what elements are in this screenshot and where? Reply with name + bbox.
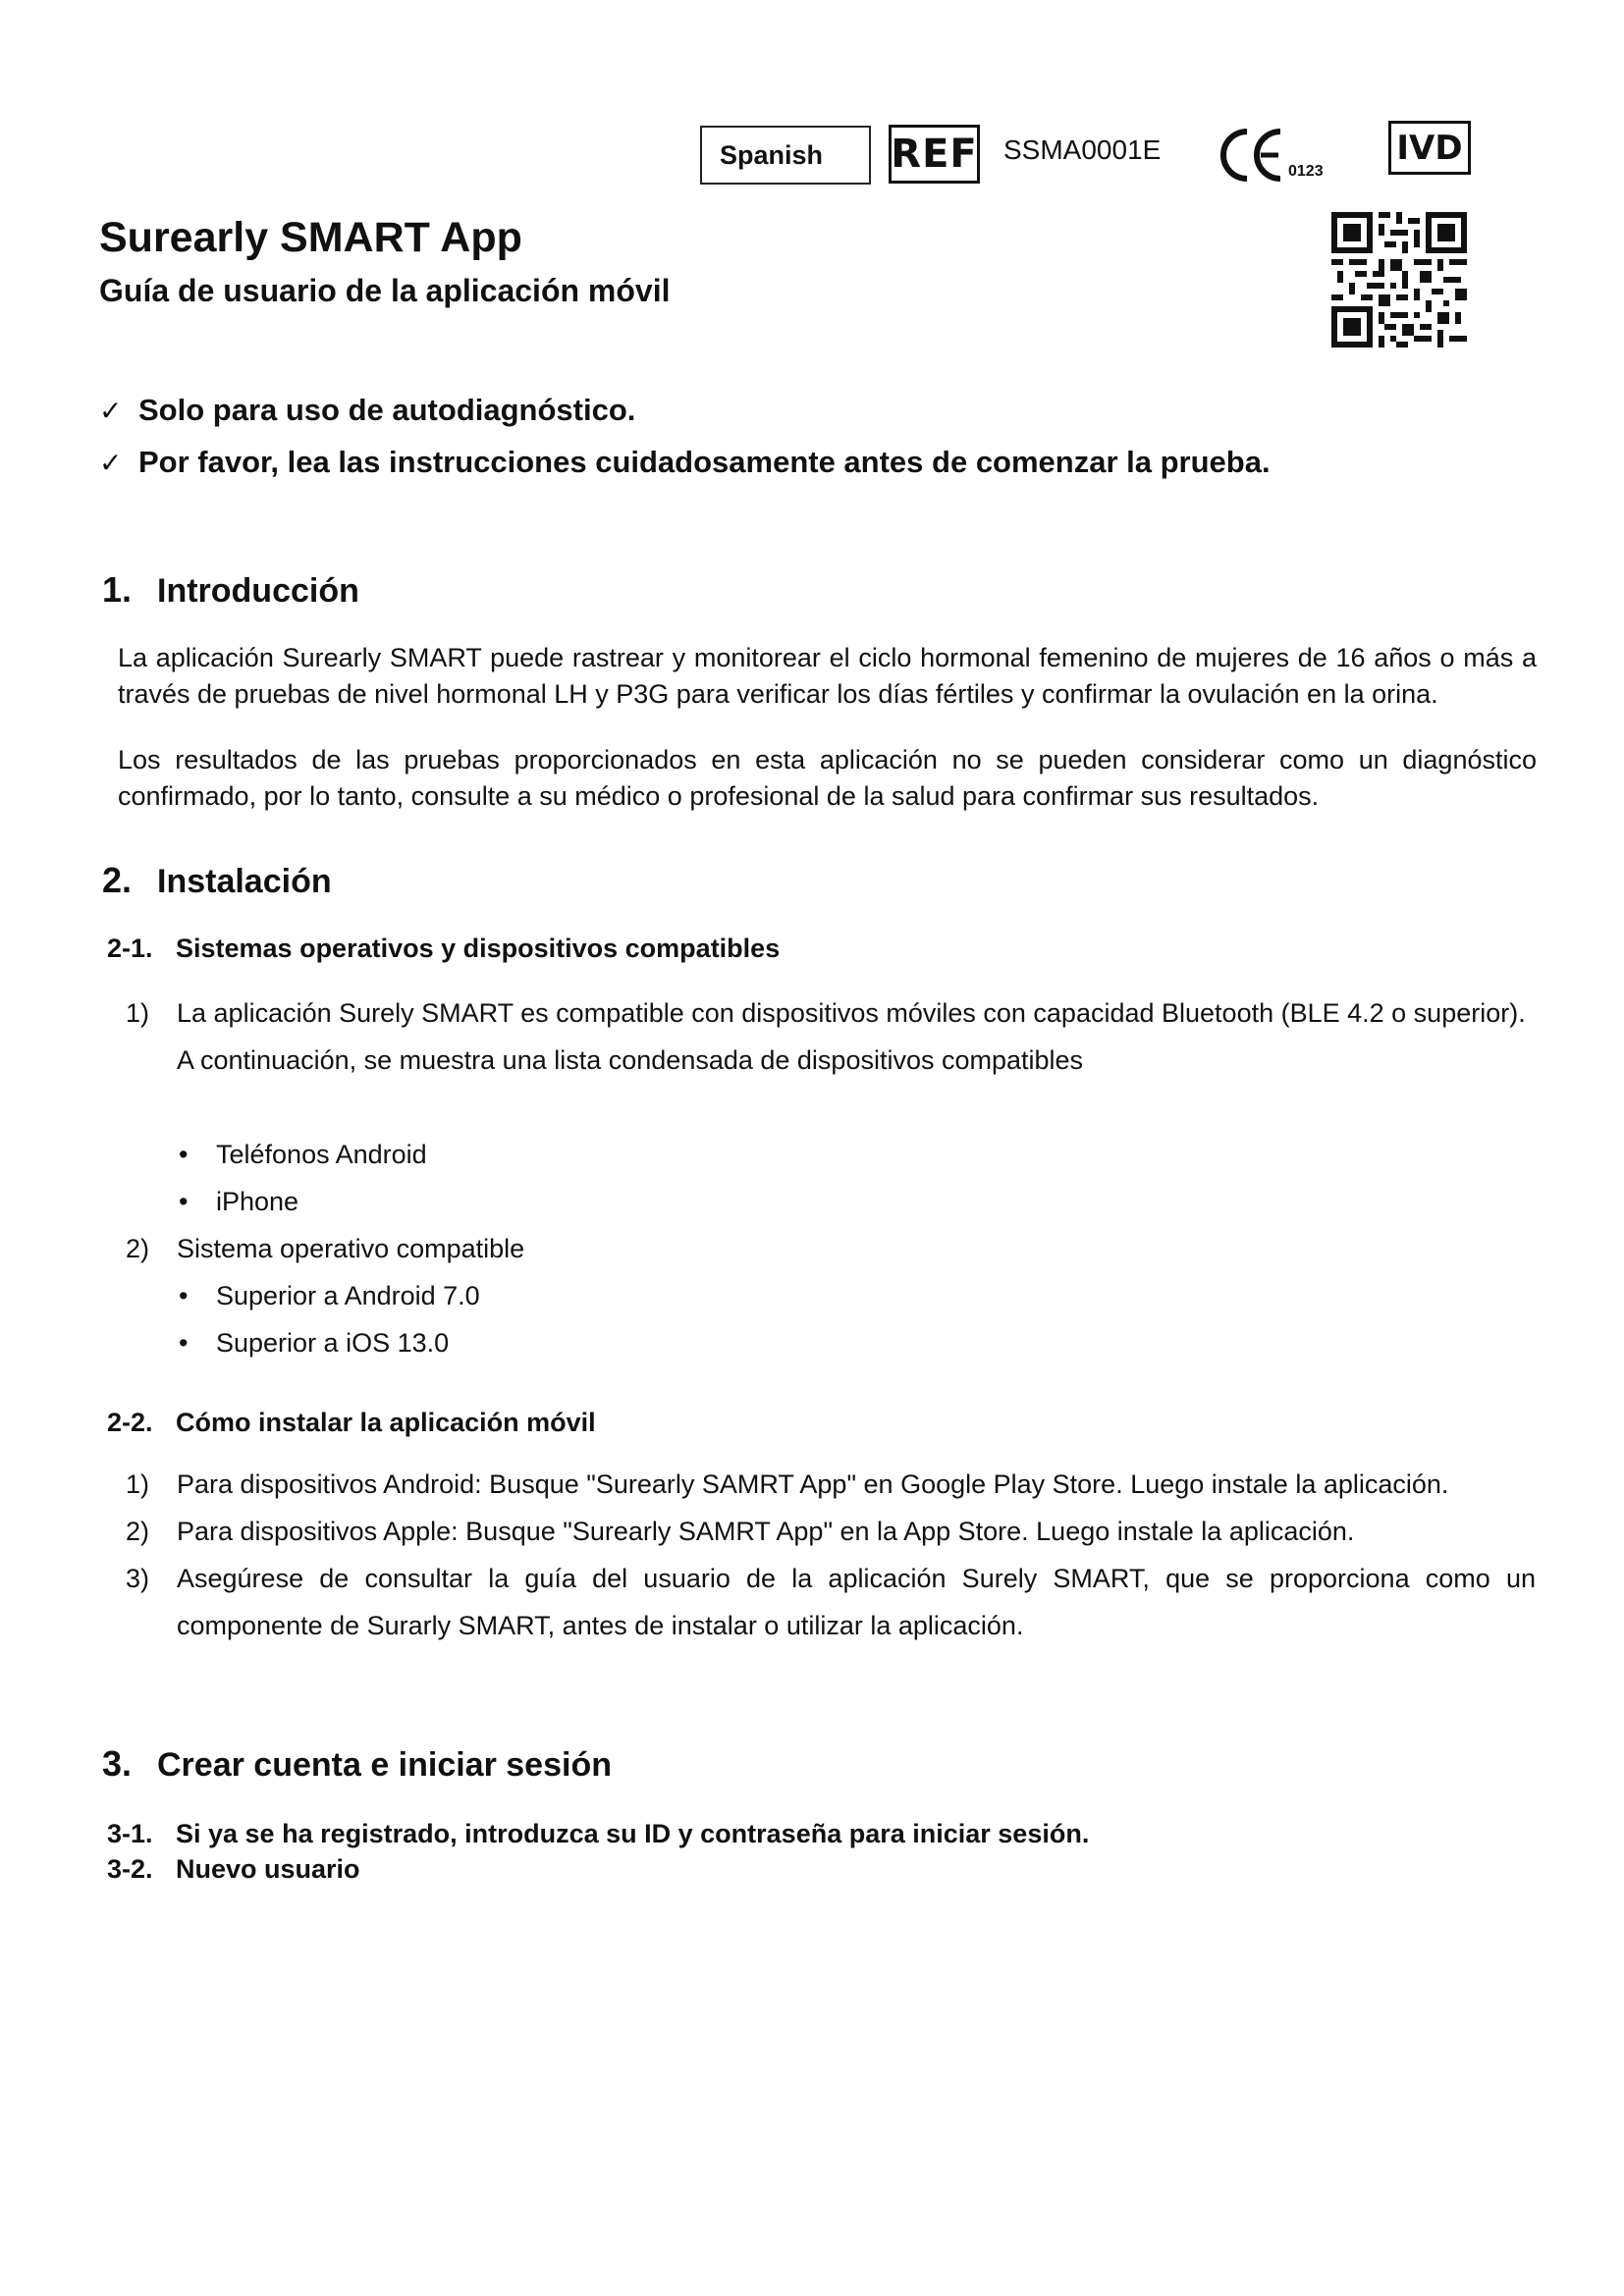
subsection-title: Sistemas operativos y dispositivos compatibles <box>176 934 781 963</box>
ce-mark-icon <box>1218 126 1335 185</box>
subsection-title: Si ya se ha registrado, introduzca su ID y contraseña para iniciar sesión. <box>176 1819 1090 1848</box>
notice-item <box>99 445 1271 480</box>
list-number: 1) <box>126 998 150 1028</box>
checkmark-icon: ✓ <box>99 447 123 478</box>
section-number: 1. <box>102 569 133 610</box>
list-text: La aplicación Surely SMART es compatible con dispositivos móviles con capacidad Bluetooth (BLE 4.2 o superior). <box>177 998 1526 1028</box>
list-number: 2) <box>126 1517 150 1546</box>
os-version: Superior a Android 7.0 <box>216 1281 480 1310</box>
device-name: iPhone <box>216 1187 299 1216</box>
device-name: Teléfonos Android <box>216 1140 427 1169</box>
section-title: Crear cuenta e iniciar sesión <box>157 1746 612 1784</box>
language-label: Spanish <box>700 126 871 185</box>
checkmark-icon: ✓ <box>99 395 123 426</box>
list-item <box>126 989 1536 1084</box>
subsection-number: 3-1. <box>107 1819 153 1848</box>
list-item <box>126 1225 1536 1272</box>
os-version: Superior a iOS 13.0 <box>216 1328 450 1358</box>
notice-text: Por favor, lea las instrucciones cuidadosamente antes de comenzar la prueba. <box>138 445 1271 479</box>
list-number: 2) <box>126 1234 150 1263</box>
notice-text: Solo para uso de autodiagnóstico. <box>138 393 636 427</box>
list-number: 3) <box>126 1564 150 1593</box>
list-item <box>126 1461 1536 1508</box>
bullet-item: • Superior a iOS 13.0 <box>179 1319 449 1366</box>
section-title: Introducción <box>157 572 359 610</box>
subsection-title: Nuevo usuario <box>176 1854 360 1884</box>
section-heading <box>102 860 332 901</box>
list-note: A continuación, se muestra una lista condensada de dispositivos compatibles <box>177 1045 1084 1075</box>
ce-notified-body: 0123 <box>1288 163 1324 180</box>
section-number: 3. <box>102 1743 133 1784</box>
subsection-title: Cómo instalar la aplicación móvil <box>176 1408 596 1437</box>
subsection-heading <box>107 1854 360 1885</box>
ref-symbol: REF <box>889 125 980 184</box>
qr-code-icon <box>1331 212 1467 347</box>
subsection-number: 2-1. <box>107 934 153 963</box>
section-number: 2. <box>102 860 133 900</box>
list-text: Sistema operativo compatible <box>177 1234 525 1263</box>
page-subtitle: Guía de usuario de la aplicación móvil <box>99 273 671 308</box>
list-item <box>126 1508 1536 1555</box>
page-title: Surearly SMART App <box>99 214 522 261</box>
section-title: Instalación <box>157 863 332 900</box>
bullet-item: • Teléfonos Android <box>179 1131 427 1178</box>
paragraph: La aplicación Surearly SMART puede rastrear y monitorear el ciclo hormonal femenino de mujeres de 16 años o más a través de pruebas de nivel hormonal LH y P3G para verificar los días fértiles y confirmar la ovulación en la orina. <box>118 643 1537 709</box>
bullet-item: • Superior a Android 7.0 <box>179 1272 480 1319</box>
section-heading <box>102 1743 612 1785</box>
subsection-heading <box>107 934 780 964</box>
bullet-item: • iPhone <box>179 1178 298 1225</box>
ivd-symbol: IVD <box>1388 121 1471 175</box>
list-text: Para dispositivos Apple: Busque "Surearly SAMRT App" en la App Store. Luego instale la aplicación. <box>177 1517 1355 1546</box>
paragraph: Los resultados de las pruebas proporcionados en esta aplicación no se pueden considerar como un diagnóstico confirmado, por lo tanto, consulte a su médico o profesional de la salud para confirmar sus resultados. <box>118 745 1537 811</box>
list-number: 1) <box>126 1469 150 1499</box>
subsection-heading <box>107 1819 1089 1849</box>
subsection-heading <box>107 1408 596 1438</box>
notice-item <box>99 393 635 428</box>
subsection-number: 3-2. <box>107 1854 153 1884</box>
list-item <box>126 1555 1536 1649</box>
subsection-number: 2-2. <box>107 1408 153 1437</box>
list-text: Para dispositivos Android: Busque "Surearly SAMRT App" en Google Play Store. Luego instale la aplicación. <box>177 1469 1449 1499</box>
section-heading <box>102 569 359 611</box>
list-text: Asegúrese de consultar la guía del usuario de la aplicación Surely SMART, que se proporciona como un componente de Surarly SMART, antes de instalar o utilizar la aplicación. <box>177 1564 1536 1640</box>
ref-code: SSMA0001E <box>1003 134 1162 165</box>
